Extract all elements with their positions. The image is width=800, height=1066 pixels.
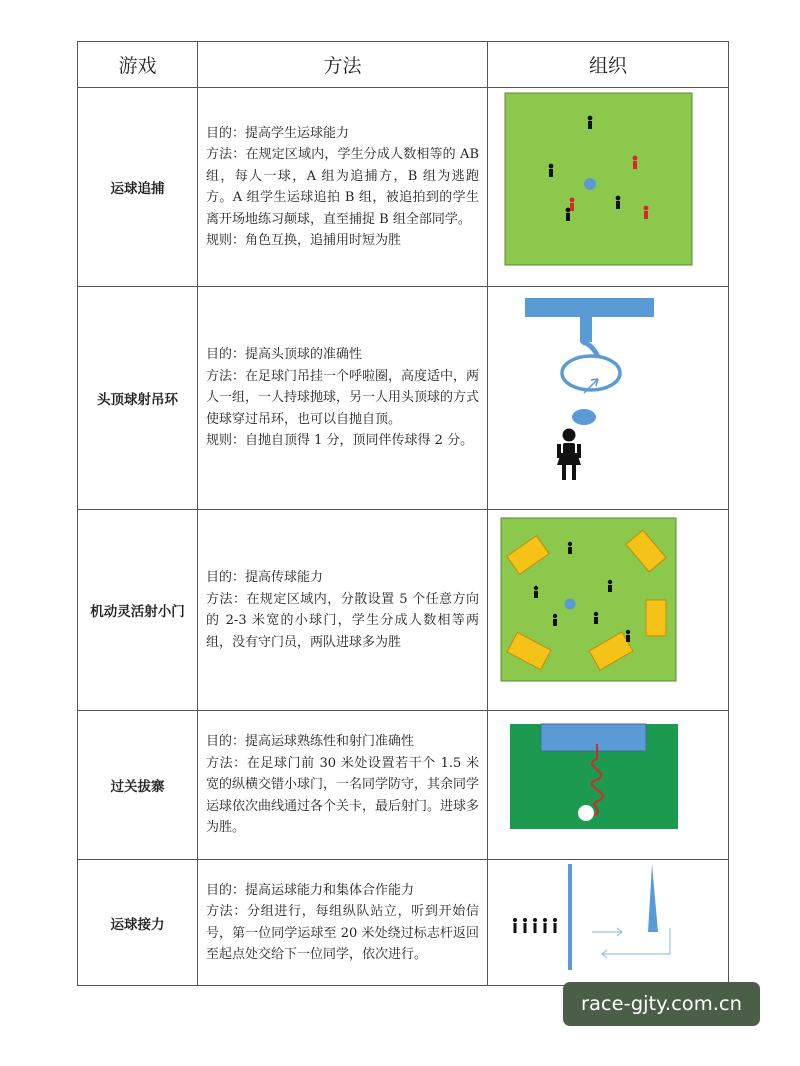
table-row bbox=[78, 88, 729, 287]
table-row bbox=[78, 860, 729, 986]
game-name: 机动灵活射小门 bbox=[78, 510, 198, 711]
player-icon bbox=[553, 614, 557, 626]
player-icon bbox=[549, 164, 554, 177]
game-name: 运球接力 bbox=[78, 860, 198, 986]
diagram-cell bbox=[488, 510, 729, 711]
header-organization: 组织 bbox=[488, 42, 729, 88]
method-rule: 规则：角色互换，追捕用时短为胜 bbox=[206, 233, 402, 248]
game-name: 头顶球射吊环 bbox=[78, 287, 198, 510]
obstacle-course-diagram bbox=[488, 711, 729, 859]
player-icon bbox=[626, 630, 630, 642]
method-description: 方法：在规定区域内，分散设置 5 个任意方向的 2-3 米宽的小球门，学生分成人数相等两组，没有守门员，两队进球多为胜 bbox=[206, 591, 479, 650]
table-row bbox=[78, 287, 729, 510]
player-icon bbox=[644, 206, 649, 219]
player-icon bbox=[543, 918, 547, 933]
method-description: 方法：在足球门吊挂一个呼啦圈，高度适中，两人一组，一人持球抛球，另一人用头顶球的方式使球穿过吊环，也可以自抛自顶。 bbox=[206, 368, 480, 427]
player-icon bbox=[616, 196, 621, 209]
header-method: 方法 bbox=[198, 42, 488, 88]
method-text bbox=[198, 711, 488, 860]
arrow-right-icon bbox=[592, 928, 622, 936]
player-icon bbox=[534, 586, 538, 598]
person-icon bbox=[557, 429, 581, 481]
ball-icon bbox=[578, 805, 594, 821]
player-icon bbox=[533, 918, 537, 933]
player-icon bbox=[513, 918, 517, 933]
diagram-cell bbox=[488, 860, 729, 986]
method-purpose: 目的：提高运球熟练性和射门准确性 bbox=[206, 734, 415, 750]
player-icon bbox=[566, 208, 571, 221]
goal-box bbox=[541, 724, 646, 751]
field-area bbox=[505, 93, 692, 265]
diagram-cell bbox=[488, 287, 729, 510]
player-column bbox=[513, 918, 557, 933]
marker-pole bbox=[648, 864, 658, 932]
player-icon bbox=[568, 542, 572, 554]
player-icon bbox=[570, 198, 575, 211]
table-row bbox=[78, 510, 729, 711]
relay-diagram bbox=[488, 860, 729, 985]
player-icon bbox=[633, 156, 638, 169]
method-text bbox=[198, 860, 488, 986]
hoop-ring bbox=[562, 356, 620, 390]
site-watermark: race-gjty.com.cn bbox=[563, 982, 760, 1026]
method-text bbox=[198, 287, 488, 510]
player-icon bbox=[594, 612, 598, 624]
method-description: 方法：在规定区域内，学生分成人数相等的 AB 组，每人一球，A 组为追捕方，B 组为逃跑方。A 组学生运球追拍 B 组，被追拍到的学生离开场地练习颠球，直至捕捉 B 组全部同学。 bbox=[206, 147, 479, 227]
ball-icon bbox=[584, 178, 596, 190]
header-hoop-diagram bbox=[488, 287, 729, 509]
game-name: 运球追捕 bbox=[78, 88, 198, 287]
table-row bbox=[78, 711, 729, 860]
method-description: 方法：在足球门前 30 米处设置若干个 1.5 米宽的纵横交错小球门，一名同学防守，其余同学运球依次曲线通过各个关卡，最后射门。进球多为胜。 bbox=[206, 755, 480, 836]
diagram-cell bbox=[488, 711, 729, 860]
ball-icon bbox=[572, 409, 596, 425]
player-icon bbox=[588, 116, 593, 129]
method-purpose: 目的：提高学生运球能力 bbox=[206, 125, 350, 141]
start-line bbox=[568, 864, 572, 970]
method-rule: 规则：自抛自顶得 1 分，顶同伴传球得 2 分。 bbox=[206, 433, 474, 449]
player-icon bbox=[608, 580, 612, 592]
player-icon bbox=[523, 918, 527, 933]
method-purpose: 目的：提高头顶球的准确性 bbox=[206, 347, 363, 363]
method-text bbox=[198, 88, 488, 287]
small-goal bbox=[646, 600, 666, 636]
method-purpose: 目的：提高传球能力 bbox=[206, 570, 324, 585]
ball-icon bbox=[565, 599, 576, 610]
game-name: 过关拔寨 bbox=[78, 711, 198, 860]
table-header-row bbox=[78, 42, 729, 88]
dribble-chase-diagram bbox=[488, 88, 729, 286]
goal-crossbar bbox=[525, 298, 654, 317]
small-goals-diagram bbox=[488, 510, 729, 710]
diagram-cell bbox=[488, 88, 729, 287]
header-game: 游戏 bbox=[78, 42, 198, 88]
player-icon bbox=[553, 918, 557, 933]
route-arrows bbox=[592, 928, 670, 958]
method-text bbox=[198, 510, 488, 711]
method-purpose: 目的：提高运球能力和集体合作能力 bbox=[206, 882, 415, 898]
method-description: 方法：分组进行，每组纵队站立，听到开始信号，第一位同学运球至 20 米处绕过标志杆返回至起点处交给下一位同学，依次进行。 bbox=[206, 904, 479, 962]
hoop-hanger bbox=[580, 317, 592, 342]
drills-table bbox=[77, 41, 729, 986]
